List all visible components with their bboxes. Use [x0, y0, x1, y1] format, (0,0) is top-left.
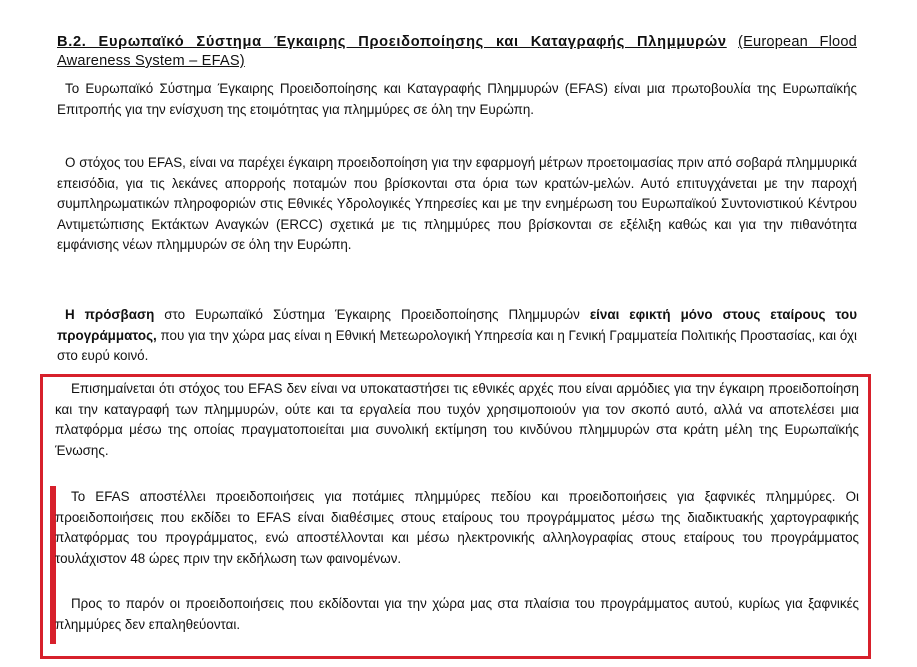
access-bold-partners: είναι εφικτή μόνο στους εταίρους του προγράμματος, [57, 307, 857, 343]
paragraph-efas-access [57, 305, 857, 367]
paragraph-efas-goal: Ο στόχος του EFAS, είναι να παρέχει έγκαιρη προειδοποίηση για την εφαρμογή μέτρων προετοιμασίας πριν από σοβαρά πλημμυρικά επεισόδια, για τις λεκάνες απορροής ποταμών που βρίσκονται στα όρια των κρατών-μελών. Αυτό επιτυγχάνεται με την παροχή συμπληρωματικών πληροφοριών στις Εθνικές Υδρολογικές Υπηρεσίες και με την ενημέρωση του Ευρωπαϊκού Συντονιστικού Κέντρου Αντιμετώπισης Εκτάκτων Αναγκών (ERCC) σχετικά με τις πλημμύρες που βρίσκονται σε εξέλιξη καθώς και για την πιθανότητα εμφάνισης νέων πλημμυρών σε όλη την Ευρώπη. [57, 155, 857, 252]
paragraph-efas-warnings: Το EFAS αποστέλλει προειδοποιήσεις για ποτάμιες πλημμύρες πεδίου και προειδοποιήσεις για ξαφνικές πλημμύρες. Οι προειδοποιήσεις που εκδίδει το EFAS είναι διαθέσιμες στους εταίρους του προγράμματος μέσω της διαδικτυακής χαρτογραφικής πλατφόρμας του προγράμματος, ενώ αποστέλλονται και μέσω ηλεκτρονικής αλληλογραφίας στους εταίρους του προγράμματος τουλάχιστον 48 ώρες πριν την εκδήλωση των φαινομένων. [55, 489, 859, 566]
section-heading [57, 33, 857, 71]
paragraph-efas-intro: Το Ευρωπαϊκό Σύστημα Έγκαιρης Προειδοποίησης και Καταγραφής Πλημμυρών (EFAS) είναι μια πρωτοβουλία της Ευρωπαϊκής Επιτροπής για την ενίσχυση της ετοιμότητας για πλημμύρες σε όλη την Ευρώπη. [57, 81, 857, 117]
paragraph-efas-verification: Προς το παρόν οι προειδοποιήσεις που εκδίδονται για την χώρα μας στα πλαίσια του προγράμματος αυτού, κυρίως για ξαφνικές πλημμύρες δεν επαληθεύονται. [55, 596, 859, 632]
section-title: B.2. Ευρωπαϊκό Σύστημα Έγκαιρης Προειδοποίησης και Καταγραφής Πλημμυρών [57, 34, 727, 50]
access-bold-lead: Η πρόσβαση [65, 307, 155, 322]
access-text-mid: στο Ευρωπαϊκό Σύστημα Έγκαιρης Προειδοποίησης Πλημμυρών [154, 307, 590, 322]
section-title-english: (European Flood Awareness System – EFAS) [57, 34, 857, 69]
paragraph-efas-purpose: Επισημαίνεται ότι στόχος του EFAS δεν είναι να υποκαταστήσει τις εθνικές αρχές που είναι αρμόδιες για την έγκαιρη προειδοποίηση και την καταγραφή των πλημμυρών, ούτε και τα εργαλεία που τυχόν χρησιμοποιούν για τον σκοπό αυτό, αλλά να αποτελέσει μια πλατφόρμα μέσω της οποίας πραγματοποιείται μια συνολική εκτίμηση του κινδύνου πλημμυρών στα κράτη μέλη της Ευρωπαϊκής Ένωσης. [55, 381, 859, 458]
access-text-end: που για την χώρα μας είναι η Εθνική Μετεωρολογική Υπηρεσία και η Γενική Γραμματεία Πολιτικής Προστασίας, και όχι στο ευρύ κοινό. [57, 327, 857, 363]
